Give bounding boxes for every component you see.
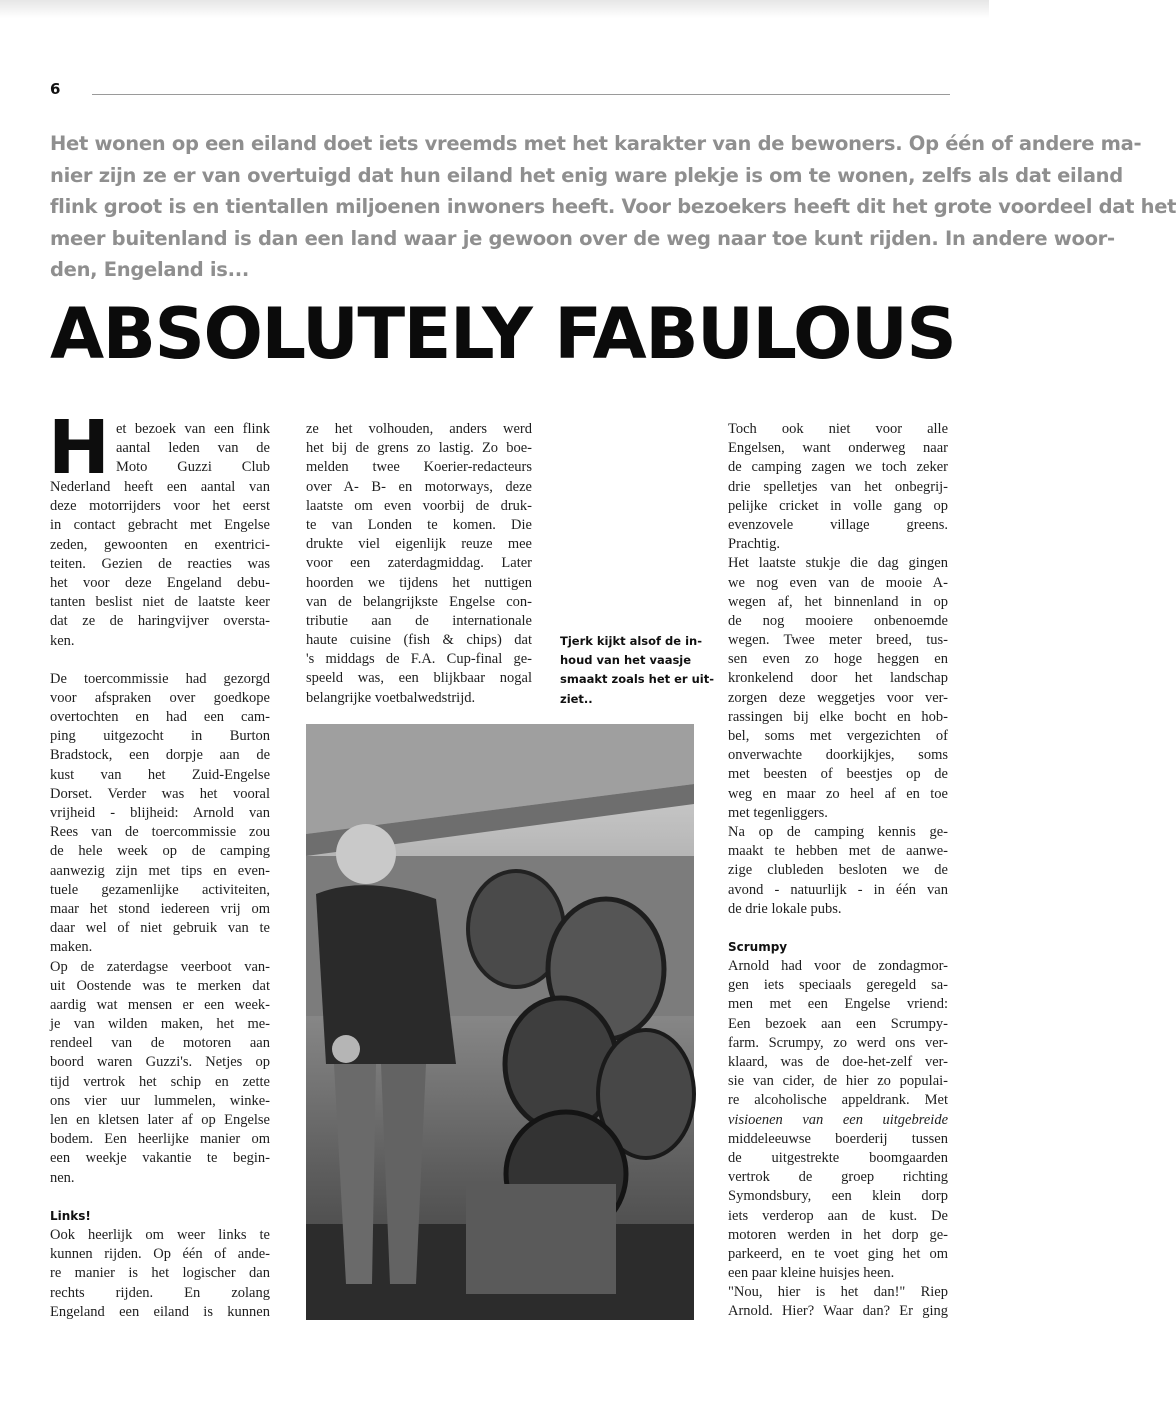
caption-line: houd van het vaasje [560,653,692,668]
text-line: deze motorrijders voor het eerst [50,498,270,515]
photo-caption [560,632,715,709]
intro-line: den, Engeland is... [50,258,249,282]
text-line: kunnen rijden. Op één of ande- [50,1246,270,1263]
cellar-photo-illustration [306,724,694,1320]
text-line: kust van het Zuid-Engelse [50,766,270,783]
text-line: laatste om even voorbij de druk- [306,497,532,514]
article-column-1 [48,405,270,1322]
text-line: aanwezig zijn met tips en even- [50,862,270,879]
text-line: melden twee Koerier-redacteurs [306,459,532,476]
text-line: dat ze de haringvijver oversta- [50,613,270,630]
text-line: ons vier uur lummelen, winke- [50,1092,270,1109]
text-line: 's middags de F.A. Cup-final ge- [306,651,532,668]
text-line: Engeland een eiland is kunnen [50,1303,270,1320]
text-line: aantal leden van de [115,440,270,457]
text-line: met tegenliggers. [728,804,828,821]
text-line: Symondsbury, een klein dorp [728,1188,948,1205]
text-line: gen iets speciaals geregeld sa- [728,977,948,994]
text-line: tributie aan de internationale [306,612,532,629]
text-line: aardig wat mensen er een week- [50,996,270,1013]
text-line: voor een zaterdagmiddag. Later [306,555,532,572]
text-line: Toch ook niet voor alle [728,421,948,437]
text-line: je van wilden maken, het me- [50,1016,270,1033]
text-line: rassingen bij elke bocht en hob- [728,708,948,725]
paragraph [50,478,270,651]
text-line: Ook heerlijk om weer links te [50,1226,270,1243]
caption-line: ziet.. [560,691,593,706]
glass-vase [332,1035,360,1063]
text-line: een weekje vakantie te begin- [50,1150,270,1167]
paragraph-gap [728,919,948,938]
text-line: speeld was, een blijkbaar nogal [306,670,532,687]
text-line: klaard, was de doe-het-zelf ver- [728,1054,948,1070]
person-jacket [316,885,456,1064]
text-line: we nog even van de mooie A- [728,574,948,591]
text-line: de drie lokale pubs. [728,900,842,917]
text-line: tijd vertrok het schip en zette [50,1073,270,1090]
text-line: zeden, gewoonten en exentrici- [50,536,270,553]
text-line: bel, soms met vergezichten of [728,728,948,744]
text-line: rendeel van de motoren aan [50,1035,270,1052]
text-line: men met een Engelse vriend: [728,996,948,1013]
text-line: overtochten en had een cam- [50,709,270,726]
text-line: vrijheid - blijheid: Arnold van [50,805,270,821]
text-line: re manier is het logischer dan [50,1265,270,1282]
text-line: met beesten of beestjes op de [728,766,948,783]
subheading-scrumpy: Scrumpy [728,939,788,954]
text-line: Prachtig. [728,536,780,553]
intro-line: flink groot is en tientallen miljoenen inwoners heeft. Voor bezoekers heeft dit het grote voordeel dat het [50,195,1176,219]
intro-line: meer buitenland is dan een land waar je gewoon over de weg naar toe kunt rijden. In andere woor- [50,226,1115,250]
text-line: evenzovele village greens. [728,516,948,533]
paragraph [728,823,948,919]
text-line: Bradstock, een dorpje aan de [50,747,270,764]
paragraph [728,420,948,554]
paragraph [50,1226,270,1322]
article-column-2 [306,420,532,708]
text-line: Een bezoek aan een Scrumpy- [728,1015,948,1032]
text-line: wegen af, het binnenland in op [728,593,948,610]
text-line: vertrok de groep richting [728,1169,948,1186]
text-line: Moto Guzzi Club [115,459,270,476]
text-line: in contact gebracht met Engelse [50,517,270,534]
text-line: bodem. Een heerlijke manier om [50,1131,270,1148]
text-line: iets verderop aan de kust. De [728,1207,948,1224]
drop-cap: H [48,405,110,491]
text-line: tanten beslist niet de laatste keer [50,594,270,611]
text-line: teiten. Gezien de reacties was [50,555,270,572]
text-line: ping uitgezocht in Burton [50,728,270,745]
text-line: len en kletsen later af op Engelse [50,1112,270,1128]
text-line: Nederland heeft een aantal van [50,479,270,495]
paragraph [728,957,948,1322]
text-line: voor afspraken over goedkope [50,689,270,706]
person-head [336,824,396,884]
scan-top-edge [0,0,989,18]
text-line: haute cuisine (fish & chips) dat [306,632,532,649]
text-line: re alcoholische appeldrank. Met [728,1092,948,1109]
text-line: zige clubleden besloten we de [728,862,948,879]
paragraph [50,958,270,1188]
text-line: Arnold had voor de zondagmor- [728,958,948,975]
text-line: het bij de grens zo lastig. Zo boe- [306,440,532,457]
text-line: een paar kleine huisjes heen. [728,1265,895,1282]
page-number: 6 [50,80,61,98]
header-rule [92,94,950,95]
article-headline: ABSOLUTELY FABULOUS [50,293,956,375]
text-line: Op de zaterdagse veerboot van- [50,958,270,975]
text-line: wegen. Twee meter breed, tus- [728,632,948,649]
text-line: kronkelend door het landschap [728,670,948,687]
text-line: de uitgestrekte boomgaarden [728,1149,948,1166]
paragraph [306,420,532,708]
text-line: tuele gezamenlijke activiteiten, [50,881,270,898]
text-line: middeleeuwse boerderij tussen [728,1130,948,1147]
text-line: Arnold. Hier? Waar dan? Er ging [728,1303,948,1320]
text-line: maken. [50,939,93,956]
text-line: de camping zagen we toch zeker [728,459,948,476]
text-line: ken. [50,632,75,649]
text-line: zorgen deze weggetjes voor ver- [728,689,948,706]
intro-line: nier zijn ze er van overtuigd dat hun eiland het enig ware plekje is om te wonen, zelfs als dat eiland [50,163,1123,187]
text-line: weg en maar zo heel af en toe [728,785,948,802]
cellar-photo [306,724,694,1320]
text-line: farm. Scrumpy, zo werd ons ver- [728,1034,948,1051]
text-line: het voor deze Engeland debu- [50,574,270,591]
text-line: uit Oostende was te merken dat [50,977,270,994]
text-line: drukte viel eigenlijk reuze mee [306,536,532,553]
text-line: Rees van de toercommissie zou [50,824,270,841]
text-line: te van Londen te komen. Die [306,516,532,533]
text-line: rechts rijden. En zolang [50,1284,270,1301]
text-line: Het laatste stukje die dag gingen [728,555,948,572]
text-line: sie van cider, de hier zo populai- [728,1073,948,1090]
text-line: parkeerd, en te voet ging het om [728,1245,948,1262]
text-line: maakt te hebben met de aanwe- [728,843,948,860]
text-line: maar het stond iedereen vrij om [50,900,270,917]
paragraph-gap [50,1188,270,1207]
text-line: van de belangrijkste Engelse con- [306,593,532,610]
paragraph-gap [50,651,270,670]
text-line: pelijke cricket in volle gang op [728,497,948,514]
intro-line: Het wonen op een eiland doet iets vreemds met het karakter van de bewoners. Op één of andere ma- [50,132,1142,155]
intro-paragraph [50,128,1176,286]
text-line: over A- B- en motorways, deze [306,478,532,495]
text-line: boord waren Guzzi's. Netjes op [50,1054,270,1071]
paragraph [50,670,270,958]
text-line: Engelsen, want onderweg naar [728,440,948,457]
article-column-3 [728,420,948,1322]
text-line: Dorset. Verder was het vooral [50,785,270,802]
text-line: hoorden we tijdens het nuttigen [306,574,532,591]
caption-line: Tjerk kijkt alsof de in- [560,634,702,648]
text-line: nen. [50,1169,75,1186]
text-line: onverwachte doorkijkjes, soms [728,747,948,764]
crate [466,1184,616,1294]
text-line: et bezoek van een flink [115,421,270,437]
text-line: "Nou, hier is het dan!" Riep [728,1284,948,1301]
text-line: visioenen van een uitgebreide [728,1111,948,1128]
text-line: De toercommissie had gezorgd [50,670,270,687]
text-line: sen even zo hoge heggen en [728,651,948,668]
text-line: ze het volhouden, anders werd [306,421,532,437]
text-line: motoren werden in het dorp ge- [728,1226,948,1243]
text-line: drie spelletjes van het onbegrij- [728,478,948,495]
text-line: belangrijke voetbalwedstrijd. [306,689,476,706]
paragraph [728,554,948,823]
text-line: avond - natuurlijk - in één van [728,881,948,898]
text-line: de hele week op de camping [50,843,270,860]
text-line: de nog mooiere onbenoemde [728,612,948,629]
text-line: daar wel of niet gebruik van te [50,920,270,937]
text-line: Na op de camping kennis ge- [728,823,948,840]
subheading-links: Links! [50,1208,91,1223]
caption-line: smaakt zoals het er uit- [560,672,715,687]
